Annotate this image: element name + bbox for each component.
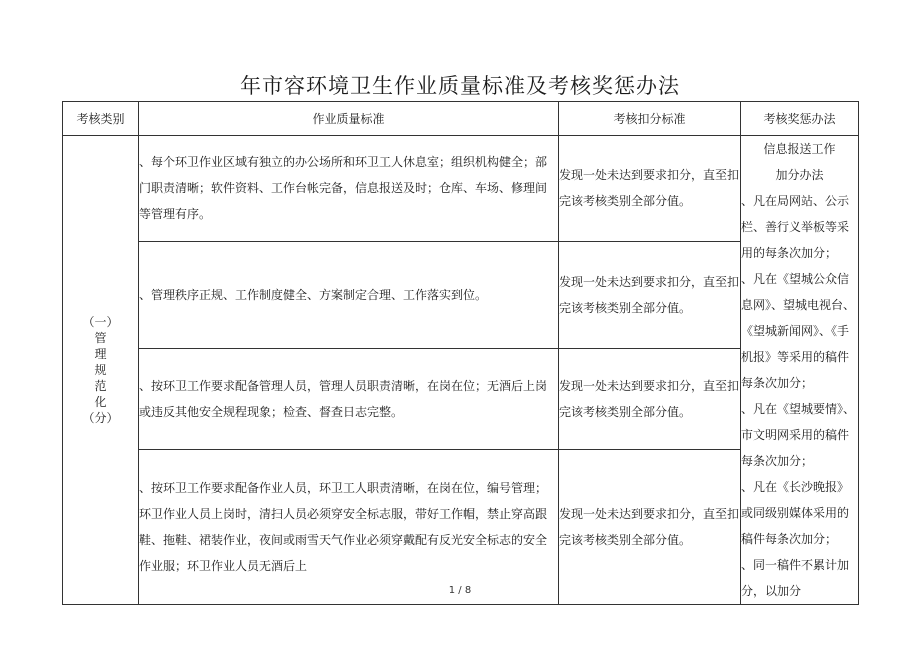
reward-item: 、同一稿件不累计加分，以加分 (741, 558, 850, 598)
category-cell (63, 136, 139, 605)
table-row (63, 241, 859, 348)
header-deduction-standard: 考核扣分标准 (559, 102, 741, 136)
header-reward-method: 考核奖惩办法 (741, 102, 859, 136)
quality-standard-cell: 、按环卫工作要求配备管理人员，管理人员职责清晰，在岗在位；无酒后上岗或违反其他安全规程现象；检查、督查日志完整。 (139, 348, 559, 450)
document-title: 年市容环境卫生作业质量标准及考核奖惩办法 (240, 74, 680, 98)
assessment-table (62, 101, 859, 605)
category-line: 理 (94, 347, 107, 361)
reward-item: 、凡在局网站、公示栏、善行义举板等采用的每条次加分； (741, 194, 850, 260)
header-category: 考核类别 (63, 102, 139, 136)
reward-item: 、凡在《望城公众信息网》、望城电视台、《望城新闻网》、《手机报》等采用的稿件每条次加分； (741, 272, 856, 390)
deduction-cell: 发现一处未达到要求扣分，直至扣完该考核类别全部分值。 (559, 136, 741, 242)
category-line: 范 (94, 379, 107, 393)
quality-standard-cell: 、按环卫工作要求配备作业人员，环卫工人职责清晰，在岗在位，编号管理；环卫作业人员上岗时，清扫人员必须穿安全标志服，带好工作帽，禁止穿高跟鞋、拖鞋、裙装作业，夜间或雨雪天气作业必须穿戴配有反光安全标志的安全作业服；环卫作业人员无酒后上 (139, 450, 559, 605)
category-line: 化 (94, 395, 107, 409)
category-line: 规 (94, 363, 107, 377)
quality-standard-cell: 、管理秩序正规、工作制度健全、方案制定合理、工作落实到位。 (139, 241, 559, 348)
page-number: 1 / 8 (448, 585, 472, 596)
reward-method-cell (741, 136, 859, 605)
table-row (63, 348, 859, 450)
table-row (63, 136, 859, 242)
deduction-cell: 发现一处未达到要求扣分，直至扣完该考核类别全部分值。 (559, 450, 741, 605)
table-header-row (63, 102, 859, 136)
category-line: 管 (94, 331, 107, 345)
header-quality-standard: 作业质量标准 (139, 102, 559, 136)
deduction-cell: 发现一处未达到要求扣分，直至扣完该考核类别全部分值。 (559, 348, 741, 450)
deduction-cell: 发现一处未达到要求扣分，直至扣完该考核类别全部分值。 (559, 241, 741, 348)
reward-subheading: 加分办法 (775, 168, 824, 182)
quality-standard-cell: 、每个环卫作业区域有独立的办公场所和环卫工人休息室；组织机构健全；部门职责清晰；软件资料、工作台帐完备，信息报送及时；仓库、车场、修理间等管理有序。 (139, 136, 559, 242)
table-row (63, 450, 859, 605)
reward-item: 、凡在《望城要情》、市文明网采用的稿件每条次加分； (741, 402, 856, 468)
reward-heading: 信息报送工作 (763, 142, 836, 156)
reward-item: 、凡在《长沙晚报》或同级别媒体采用的稿件每条次加分； (741, 480, 850, 546)
category-line: （分） (82, 411, 119, 425)
category-line: （一） (82, 315, 119, 329)
